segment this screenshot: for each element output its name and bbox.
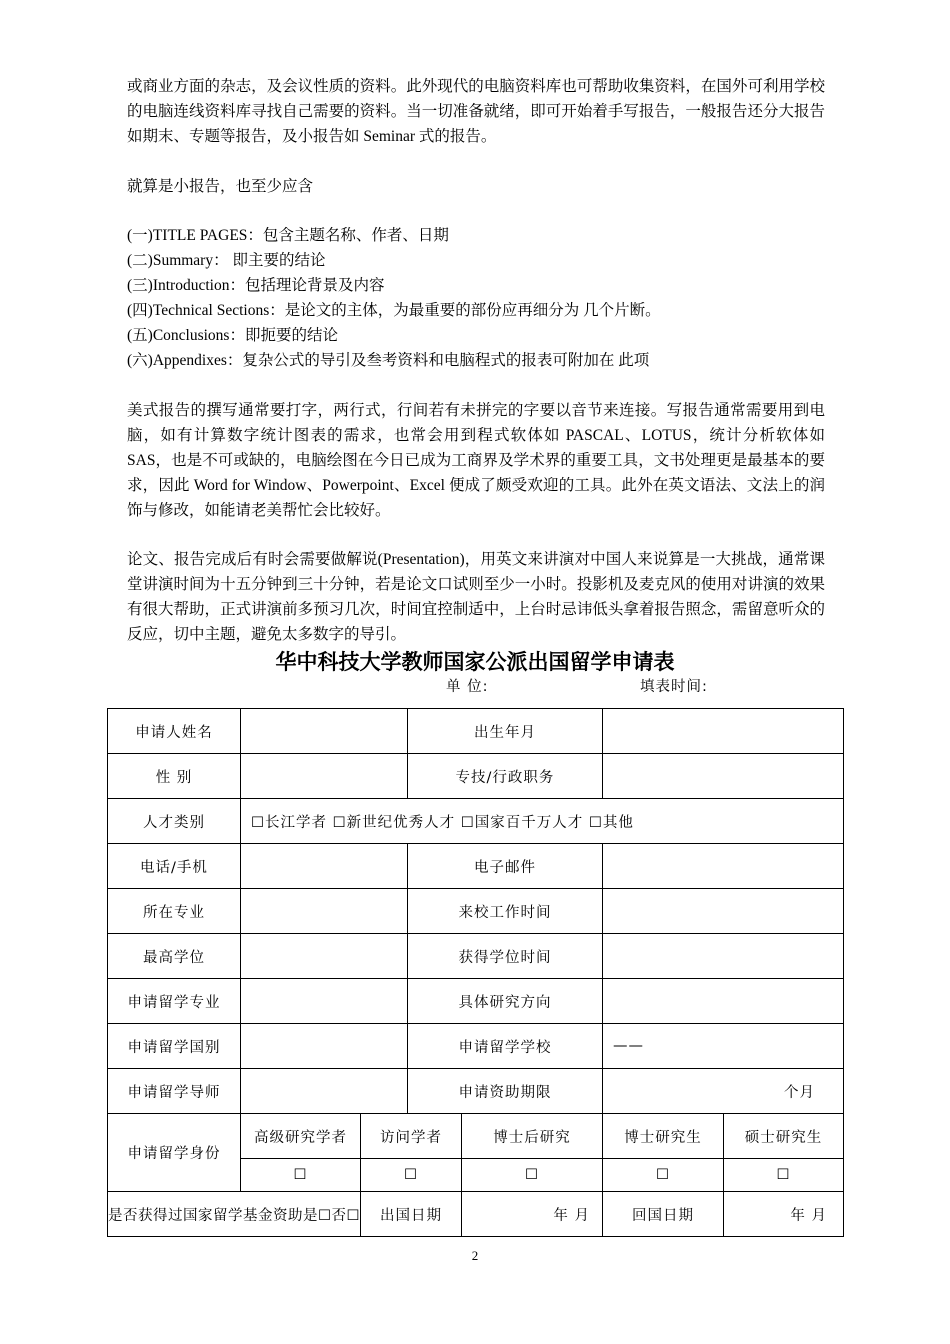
table-row bbox=[108, 799, 844, 844]
phone-field[interactable] bbox=[241, 844, 408, 889]
identity-checkbox[interactable]: ☐ bbox=[241, 1159, 361, 1192]
research-field[interactable] bbox=[603, 979, 844, 1024]
identity-option-label: 博士后研究 bbox=[462, 1114, 603, 1159]
birth-label: 出生年月 bbox=[408, 709, 603, 754]
table-row bbox=[108, 709, 844, 754]
gender-label: 性 别 bbox=[108, 754, 241, 799]
page-number: 2 bbox=[471, 1248, 479, 1263]
table-row bbox=[108, 1024, 844, 1069]
talent-options[interactable]: ☐长江学者 ☐新世纪优秀人才 ☐国家百千万人才 ☐其他 bbox=[241, 799, 844, 844]
paragraph-1 bbox=[127, 74, 825, 149]
supervisor-field[interactable] bbox=[241, 1069, 408, 1114]
school-label: 申请留学学校 bbox=[408, 1024, 603, 1069]
paragraph-2 bbox=[127, 174, 825, 199]
depart-date-label: 出国日期 bbox=[361, 1192, 462, 1237]
paragraph-text: 美式报告的撰写通常要打字，两行式，行间若有未拼完的字要以音节来连接。写报告通常需要用到电脑，如有计算数字统计图表的需求，也常会用到程式软体如 PASCAL、LOTUS，统计分析软体如 SAS，也是不可或缺的，电脑绘图在今日已成为工商界及学术界的重要工具，文书处理更是最基本的要求，因此 Word for Window、Powerpoint、Excel 便成了颇受欢迎的工具。此外在英文语法、文法上的润饰与修改，如能请老美帮忙会比较好。 bbox=[127, 402, 825, 519]
identity-option-label: 硕士研究生 bbox=[724, 1114, 844, 1159]
email-field[interactable] bbox=[603, 844, 844, 889]
table-row bbox=[108, 1114, 844, 1159]
degree-time-label: 获得学位时间 bbox=[408, 934, 603, 979]
identity-checkbox[interactable]: ☐ bbox=[603, 1159, 724, 1192]
supervisor-label: 申请留学导师 bbox=[108, 1069, 241, 1114]
return-date-field[interactable]: 年 月 bbox=[724, 1192, 844, 1237]
birth-field[interactable] bbox=[603, 709, 844, 754]
join-time-field[interactable] bbox=[603, 889, 844, 934]
table-row bbox=[108, 979, 844, 1024]
degree-time-field[interactable] bbox=[603, 934, 844, 979]
country-field[interactable] bbox=[241, 1024, 408, 1069]
name-label: 申请人姓名 bbox=[108, 709, 241, 754]
identity-option-label: 博士研究生 bbox=[603, 1114, 724, 1159]
funding-period-field[interactable]: 个月 bbox=[603, 1069, 844, 1114]
table-row bbox=[108, 1069, 844, 1114]
school-field[interactable]: —— bbox=[603, 1024, 844, 1069]
major-label: 所在专业 bbox=[108, 889, 241, 934]
paragraph-text: 论文、报告完成后有时会需要做解说(Presentation)，用英文来讲演对中国人来说算是一大挑战，通常课堂讲演时间为十五分钟到三十分钟，若是论文口试则至少一小时。投影机及麦克风的使用对讲演的效果有很大帮助，正式讲演前多预习几次，时间宜控制适中，上台时忌讳低头拿着报告照念，需留意听众的反应，切中主题，避免太多数字的导引。 bbox=[127, 551, 825, 643]
paragraph-text: 就算是小报告，也至少应含 bbox=[127, 178, 314, 195]
funded-question[interactable]: 是否获得过国家留学基金资助是☐否☐ bbox=[108, 1192, 361, 1237]
list-item: (二)Summary： 即主要的结论 bbox=[127, 252, 326, 269]
table-row bbox=[108, 844, 844, 889]
list-item: (四)Technical Sections：是论文的主体，为最重要的部份应再细分为 几个片断。 bbox=[127, 302, 661, 319]
section-list bbox=[127, 223, 825, 373]
table-row bbox=[108, 934, 844, 979]
identity-option-label: 访问学者 bbox=[361, 1114, 462, 1159]
list-item: (六)Appendixes：复杂公式的导引及叁考资料和电脑程式的报表可附加在 此项 bbox=[127, 352, 650, 369]
list-item: (五)Conclusions：即扼要的结论 bbox=[127, 327, 338, 344]
identity-checkbox[interactable]: ☐ bbox=[462, 1159, 603, 1192]
degree-field[interactable] bbox=[241, 934, 408, 979]
paragraph-3 bbox=[127, 398, 825, 523]
research-label: 具体研究方向 bbox=[408, 979, 603, 1024]
country-label: 申请留学国别 bbox=[108, 1024, 241, 1069]
join-time-label: 来校工作时间 bbox=[408, 889, 603, 934]
email-label: 电子邮件 bbox=[408, 844, 603, 889]
name-field[interactable] bbox=[241, 709, 408, 754]
paragraph-4 bbox=[127, 547, 825, 647]
fill-time-label: 填表时间: bbox=[640, 679, 708, 695]
list-item: (一)TITLE PAGES：包含主题名称、作者、日期 bbox=[127, 227, 449, 244]
identity-checkbox[interactable]: ☐ bbox=[361, 1159, 462, 1192]
depart-date-field[interactable]: 年 月 bbox=[462, 1192, 603, 1237]
study-major-field[interactable] bbox=[241, 979, 408, 1024]
form-title: 华中科技大学教师国家公派出国留学申请表 bbox=[275, 650, 675, 674]
major-field[interactable] bbox=[241, 889, 408, 934]
identity-label: 申请留学身份 bbox=[108, 1114, 241, 1192]
table-row bbox=[108, 1192, 844, 1237]
identity-checkbox[interactable]: ☐ bbox=[724, 1159, 844, 1192]
table-row bbox=[108, 754, 844, 799]
degree-label: 最高学位 bbox=[108, 934, 241, 979]
gender-field[interactable] bbox=[241, 754, 408, 799]
list-item: (三)Introduction：包括理论背景及内容 bbox=[127, 277, 385, 294]
phone-label: 电话/手机 bbox=[108, 844, 241, 889]
position-label: 专技/行政职务 bbox=[408, 754, 603, 799]
return-date-label: 回国日期 bbox=[603, 1192, 724, 1237]
study-major-label: 申请留学专业 bbox=[108, 979, 241, 1024]
application-form-table bbox=[107, 708, 844, 1237]
position-field[interactable] bbox=[603, 754, 844, 799]
paragraph-text: 或商业方面的杂志，及会议性质的资料。此外现代的电脑资料库也可帮助收集资料，在国外可利用学校的电脑连线资料库寻找自己需要的资料。当一切准备就绪，即可开始着手写报告，一般报告还分大报告如期末、专题等报告，及小报告如 Seminar 式的报告。 bbox=[127, 78, 825, 145]
identity-option-label: 高级研究学者 bbox=[241, 1114, 361, 1159]
talent-label: 人才类别 bbox=[108, 799, 241, 844]
table-row bbox=[108, 889, 844, 934]
funding-period-label: 申请资助期限 bbox=[408, 1069, 603, 1114]
unit-label: 单 位: bbox=[446, 679, 489, 695]
